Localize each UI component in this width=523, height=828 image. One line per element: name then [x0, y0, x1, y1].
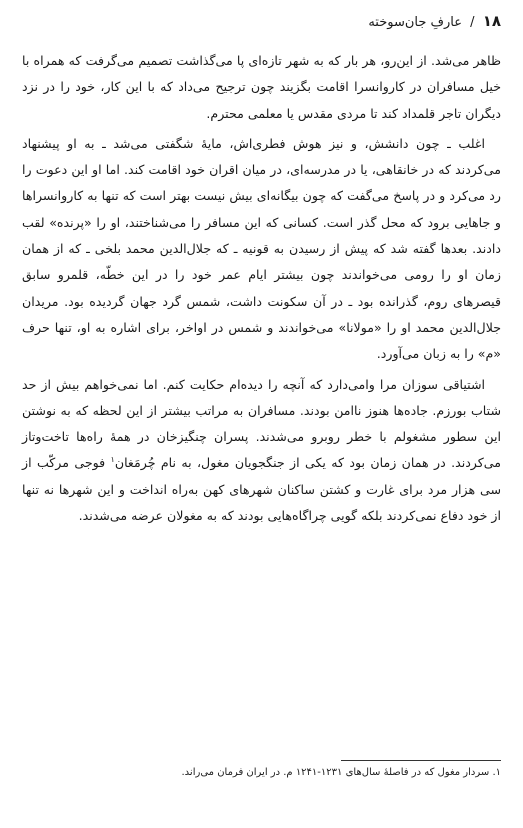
footnote: ۱. سردار مغول که در فاصلهٔ سال‌های ۱۲۳۱-۱۲۴۱ م. در ایران فرمان می‌راند.	[181, 767, 501, 778]
body-text	[22, 48, 501, 529]
paragraph-2: اغلب ـ چون دانشش، و نیز هوش فطری‌اش، مایهٔ شگفتی می‌شد ـ به او پیشنهاد می‌کردند که در خانقاهی، یا در مدرسه‌ای، در میان اقران خود اقامت کند. اما او این دعوت را رد می‌کرد و در پاسخ می‌گفت که چون بیگانه‌ای بیش نیست بهتر است که تنها به کاروانسراها و جاهایی برود که محل گذر است. کسانی که این مسافر را می‌شناختند، او را «پرنده» لقب دادند. بعدها گفته شد که پیش از رسیدن به قونیه ـ که جلال‌الدین محمد بلخی ـ که از همان زمان او را رومی می‌خواندند چون بیشتر ایام عمر خود را در این خطّه، قلمرو سابق قیصرهای روم، گذرانده بود ـ در آن سکونت داشت، شمس گرد جهان گردیده بود. مریدان جلال‌الدین محمد او را «مولانا» می‌خواندند و شمس در اواخر، برای اشاره به او، تنها حرف «م» را به زبان می‌آورد.	[22, 135, 501, 362]
header-separator: /	[470, 15, 475, 30]
footnote-divider	[341, 760, 501, 761]
footnote-marker: ۱	[110, 455, 115, 465]
paragraph-3: اشتیاقی سوزان مرا وامی‌دارد که آنچه را دیده‌ام حکایت کنم. اما نمی‌خواهم بیش از حد شتاب بورزم. جاده‌ها هنوز ناامن بودند. مسافران به مراتب بیشتر از این لحظه که به نوشتن این سطور مشغولم با خطر روبرو می‌شدند. پسران چنگیزخان در همهٔ راه‌ها تاخت‌وتاز می‌کردند. در همان زمان بود که یکی از جنگجویان مغول، به نام چُرمَغان$^۱$ فوجی مرکّب از سی هزار مرد برای غارت و کشتن ساکنان شهرهای کهن به‌راه انداخت و این شهرها نه تنها از خود دفاع نمی‌کردند بلکه گویی چراگاه‌هایی بودند که به مغولان عرضه می‌شدند.	[22, 376, 501, 524]
page-number: ۱۸	[482, 12, 501, 30]
running-title: عارفِ جان‌سوخته	[368, 15, 463, 30]
paragraph-1: ظاهر می‌شد. از این‌رو، هر بار که به شهر تازه‌ای پا می‌گذاشت تصمیم می‌گرفت که همراه با خیل مسافران در کاروانسرا اقامت بگزیند چون ترجیح می‌داد که با این کار، خود را در نزد دیگران تاجر قلمداد کند تا مردی مقدس یا معلمی محترم.	[22, 53, 501, 121]
running-header	[22, 10, 501, 32]
